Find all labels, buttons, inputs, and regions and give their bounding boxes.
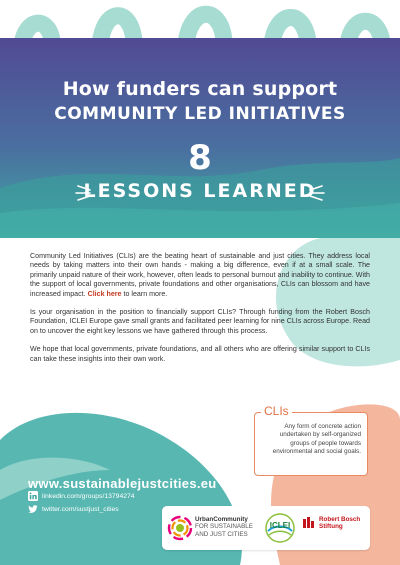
intro-paragraph-3: We hope that local governments, private foundations, and all others who are offering similar support to CLIs can take these insights into their own work. bbox=[30, 345, 370, 363]
twitter-icon bbox=[28, 504, 38, 514]
partner-logos-panel bbox=[162, 506, 370, 550]
intro-paragraph-1-text: Community Led Initiatives (CLIs) are the beating heart of sustainable and just cities. They address local needs by taking matters into their own hands - making a big difference, even if at a small scale. The primarily unpaid nature of their work, however, often leads to personal burnout and inability to continue. With the support of local governments, private foundations and other organisations, CLIs can blossom and have increased impact. bbox=[30, 252, 370, 298]
urban-community-line3: AND JUST CITIES bbox=[195, 530, 248, 538]
iclei-wordmark: ICLEI bbox=[269, 521, 291, 530]
urban-community-logo-icon bbox=[167, 515, 193, 541]
lesson-count: 8 bbox=[188, 138, 212, 178]
twitter-handle: twitter.com/sustjust_cities bbox=[42, 505, 119, 513]
intro-paragraph-1 bbox=[30, 252, 370, 299]
click-here-link[interactable]: Click here bbox=[87, 289, 122, 298]
iclei-logo bbox=[265, 513, 295, 543]
linkedin-icon bbox=[28, 491, 38, 501]
bosch-foundation-logo-text bbox=[319, 516, 360, 531]
cli-definition-text: Any form of concrete action undertaken by self-organized groups of people towards environmental and social goals. bbox=[272, 423, 361, 456]
website-link[interactable]: www.sustainablejustcities.eu bbox=[28, 476, 217, 491]
intro-paragraph-1-tail: to learn more. bbox=[123, 289, 168, 298]
linkedin-url: linkedin.com/groups/13794274 bbox=[42, 492, 135, 500]
linkedin-row[interactable] bbox=[28, 491, 135, 501]
bosch-line1: Robert Bosch bbox=[319, 516, 361, 523]
twitter-row[interactable] bbox=[28, 504, 119, 514]
urban-community-logo-text bbox=[195, 516, 253, 538]
hero-title-line1: How funders can support bbox=[62, 78, 338, 100]
urban-community-name: UrbanCommunity bbox=[195, 516, 248, 523]
intro-text bbox=[30, 252, 370, 373]
lessons-learned-heading: LESSONS LEARNED bbox=[83, 180, 317, 202]
intro-paragraph-2: Is your organisation in the position to financially support CLIs? Through funding from the Robert Bosch Foundation, ICLEI Europe gave small grants and facilitated peer learning for nine CLIs across Europe. Read on to uncover the eight key lessons we have gathered through this process. bbox=[30, 308, 370, 335]
bosch-foundation-logo-icon bbox=[303, 517, 317, 529]
cli-definition-box bbox=[254, 404, 368, 476]
hero-title-line2: COMMUNITY LED INITIATIVES bbox=[54, 104, 346, 124]
cli-definition-title: CLIs bbox=[261, 404, 292, 418]
urban-community-line2: FOR SUSTAINABLE bbox=[195, 523, 253, 531]
bosch-line2: Stiftung bbox=[319, 523, 343, 531]
